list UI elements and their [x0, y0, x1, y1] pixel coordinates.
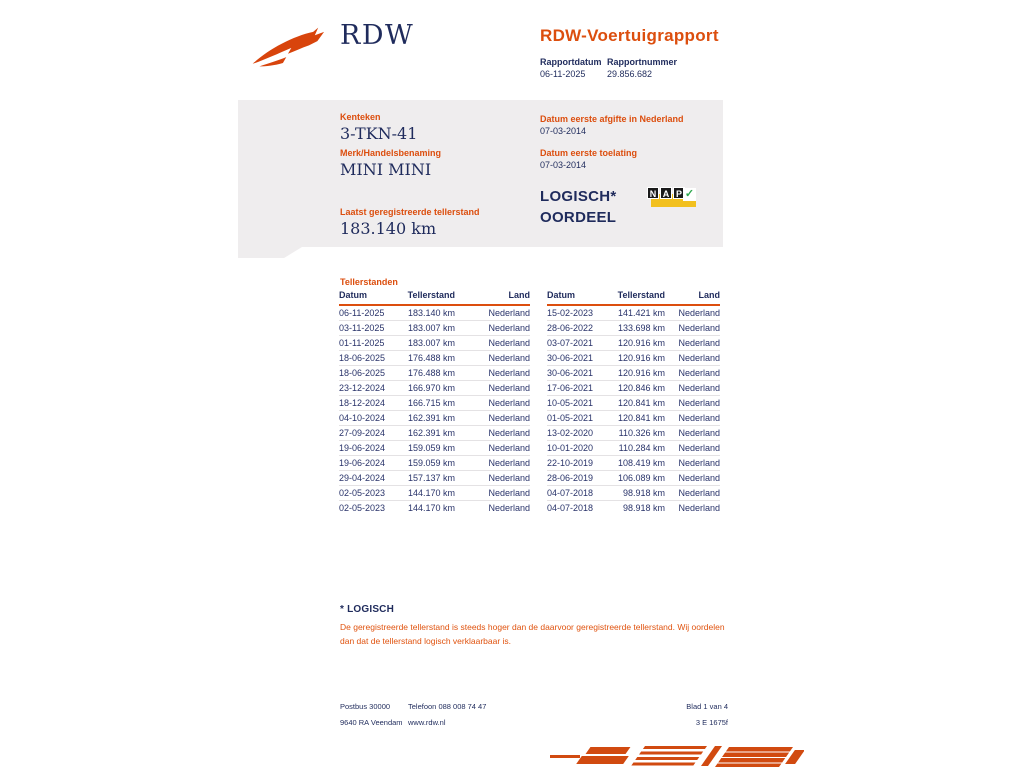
table-cell: Nederland [665, 336, 720, 351]
table-row [339, 426, 530, 441]
table-cell: 110.284 km [611, 441, 665, 456]
table-header-row [339, 289, 530, 305]
footer-phone: Telefoon 088 008 74 47 [408, 702, 487, 711]
table-cell: 98.918 km [611, 501, 665, 516]
table-row [339, 366, 530, 381]
kenteken-label: Kenteken [340, 112, 381, 122]
table-cell: Nederland [665, 441, 720, 456]
oordeel-line1: LOGISCH* [540, 188, 617, 205]
table-row [547, 321, 720, 336]
table-row [547, 366, 720, 381]
table-cell: 13-02-2020 [547, 426, 611, 441]
table-cell: 04-07-2018 [547, 501, 611, 516]
table-cell: 120.916 km [611, 366, 665, 381]
table-row [547, 471, 720, 486]
table-cell: Nederland [455, 351, 530, 366]
check-icon: ✓ [684, 188, 695, 200]
table-cell: 162.391 km [403, 426, 455, 441]
deco-block [715, 747, 793, 767]
table-cell: Nederland [665, 366, 720, 381]
deco-dash [550, 755, 580, 758]
tellerstanden-section-title: Tellerstanden [340, 277, 398, 287]
nap-letter-n: N [647, 187, 659, 199]
table-cell: 144.170 km [403, 501, 455, 516]
table-cell: 183.140 km [407, 307, 455, 318]
column-header-datum: Datum [547, 289, 611, 305]
table-cell: Nederland [455, 411, 530, 426]
odometer-table-right [547, 289, 720, 515]
nap-letter-p: P [673, 187, 685, 199]
table-cell: 133.698 km [611, 321, 665, 336]
report-date-value: 06-11-2025 [540, 69, 586, 79]
table-cell: Nederland [455, 396, 530, 411]
report-number-label: Rapportnummer [607, 57, 678, 67]
table-cell: Nederland [455, 321, 530, 336]
table-row [339, 456, 530, 471]
table-row [547, 396, 720, 411]
deco-stripes [631, 746, 707, 766]
table-row [339, 396, 530, 411]
table-cell: 06-11-2025 [339, 307, 385, 318]
table-cell: 28-06-2022 [547, 321, 611, 336]
table-cell: 18-06-2025 [339, 366, 403, 381]
table-row [547, 305, 720, 321]
table-cell: 15-02-2023 [547, 307, 594, 318]
table-row [547, 501, 720, 516]
logisch-footnote-text: De geregistreerde tellerstand is steeds hoger dan de daarvoor geregistreerde tellerstand. Wij oordelen dan dat de tellerstand logisch verklaarbaar is. [340, 622, 725, 646]
table-cell: 23-12-2024 [339, 381, 403, 396]
table-cell: 17-06-2021 [547, 381, 611, 396]
rdw-wordmark: RDW [340, 20, 415, 51]
table-header-row [547, 289, 720, 305]
table-cell: 30-06-2021 [547, 351, 611, 366]
oordeel-verdict [540, 186, 617, 228]
table-cell: 120.841 km [611, 411, 665, 426]
table-cell: Nederland [455, 501, 530, 516]
merk-value: MINI MINI [340, 160, 432, 179]
logisch-footnote-title: * LOGISCH [340, 604, 395, 615]
table-row [547, 456, 720, 471]
table-cell: 176.488 km [403, 366, 455, 381]
vehicle-summary-panel-tab [238, 247, 302, 258]
deco-bar-2 [576, 756, 629, 764]
table-cell: Nederland [678, 307, 720, 318]
table-cell: 03-07-2021 [547, 336, 611, 351]
table-cell: 157.137 km [403, 471, 455, 486]
table-cell: 162.391 km [403, 411, 455, 426]
oordeel-line2: OORDEEL [540, 209, 617, 226]
table-cell: 159.059 km [403, 441, 455, 456]
table-cell: 19-06-2024 [339, 441, 403, 456]
table-cell: Nederland [455, 336, 530, 351]
table-cell: Nederland [455, 441, 530, 456]
table-cell: Nederland [455, 366, 530, 381]
table-row [339, 501, 530, 516]
table-cell: 166.970 km [403, 381, 455, 396]
table-cell: 120.841 km [611, 396, 665, 411]
table-cell: 18-06-2025 [339, 351, 403, 366]
merk-label: Merk/Handelsbenaming [340, 148, 442, 158]
table-cell: 110.326 km [611, 426, 665, 441]
footer-page-number: Blad 1 van 4 [686, 702, 728, 711]
table-row [547, 426, 720, 441]
column-header-tellerstand: Tellerstand [403, 289, 455, 305]
table-cell: Nederland [665, 501, 720, 516]
eerste-toelating-value: 07-03-2014 [540, 160, 587, 170]
column-header-land: Land [455, 289, 530, 305]
table-cell: Nederland [665, 411, 720, 426]
table-cell: Nederland [455, 486, 530, 501]
table-row [339, 381, 530, 396]
table-cell: Nederland [665, 381, 720, 396]
column-header-land: Land [665, 289, 720, 305]
footer-form-code: 3 E 1675f [695, 718, 728, 727]
table-row [339, 486, 530, 501]
deco-bar-1 [586, 747, 631, 754]
document-title: RDW-Voertuigrapport [540, 26, 719, 45]
table-cell: 108.419 km [611, 456, 665, 471]
table-row [339, 411, 530, 426]
kenteken-value: 3-TKN-41 [340, 124, 418, 143]
footer-address [340, 699, 403, 731]
table-cell: 01-05-2021 [547, 411, 611, 426]
report-date-label: Rapportdatum [540, 57, 602, 67]
table-cell: 141.421 km [617, 307, 665, 318]
table-cell: Nederland [665, 396, 720, 411]
table-cell: Nederland [665, 456, 720, 471]
table-cell: 98.918 km [611, 486, 665, 501]
table-cell: 02-05-2023 [339, 501, 403, 516]
table-row [547, 486, 720, 501]
table-cell: Nederland [455, 381, 530, 396]
nap-logo [647, 186, 699, 212]
speed-stripes-graphic [548, 744, 804, 768]
table-cell: 30-06-2021 [547, 366, 611, 381]
table-cell: 22-10-2019 [547, 456, 611, 471]
nap-letter-a: A [660, 187, 672, 199]
table-cell: 28-06-2019 [547, 471, 611, 486]
rdw-feather-icon [250, 26, 336, 68]
table-cell: Nederland [665, 426, 720, 441]
footer-address-line2: 9640 RA Veendam [340, 718, 403, 727]
odometer-table-left [339, 289, 530, 515]
table-cell: 01-11-2025 [339, 336, 403, 351]
table-row [339, 441, 530, 456]
eerste-afgifte-label: Datum eerste afgifte in Nederland [540, 114, 684, 124]
table-row [547, 441, 720, 456]
table-row [339, 321, 530, 336]
eerste-toelating-label: Datum eerste toelating [540, 148, 638, 158]
table-cell: Nederland [488, 307, 530, 318]
footer-contact [408, 699, 486, 731]
table-row [339, 471, 530, 486]
table-cell: Nederland [455, 426, 530, 441]
column-header-datum: Datum [339, 289, 403, 305]
footer-page-info [628, 699, 728, 731]
table-cell: 120.846 km [611, 381, 665, 396]
table-cell: Nederland [665, 471, 720, 486]
table-cell: 27-09-2024 [339, 426, 403, 441]
table-cell: 10-05-2021 [547, 396, 611, 411]
footer-address-line1: Postbus 30000 [340, 702, 391, 711]
table-cell: 183.007 km [403, 321, 455, 336]
table-row [547, 351, 720, 366]
table-row [547, 381, 720, 396]
table-cell: 106.089 km [611, 471, 665, 486]
table-row [547, 411, 720, 426]
table-cell: 166.715 km [403, 396, 455, 411]
column-header-tellerstand: Tellerstand [611, 289, 665, 305]
table-row [339, 305, 530, 321]
table-row [339, 351, 530, 366]
table-cell: Nederland [455, 456, 530, 471]
table-cell: Nederland [665, 351, 720, 366]
table-cell: 02-05-2023 [339, 486, 403, 501]
table-cell: 04-07-2018 [547, 486, 611, 501]
table-cell: 159.059 km [403, 456, 455, 471]
table-cell: Nederland [455, 471, 530, 486]
table-cell: 10-01-2020 [547, 441, 611, 456]
table-row [339, 336, 530, 351]
table-cell: 04-10-2024 [339, 411, 403, 426]
table-cell: 176.488 km [403, 351, 455, 366]
tellerstand-value: 183.140 km [340, 219, 437, 238]
table-cell: 03-11-2025 [339, 321, 403, 336]
footer-website: www.rdw.nl [408, 718, 446, 727]
report-number-value: 29.856.682 [607, 69, 653, 79]
table-cell: 29-04-2024 [339, 471, 403, 486]
tellerstand-label: Laatst geregistreerde tellerstand [340, 207, 480, 217]
table-cell: 183.007 km [403, 336, 455, 351]
table-cell: Nederland [665, 321, 720, 336]
table-cell: 18-12-2024 [339, 396, 403, 411]
table-cell: 120.916 km [611, 336, 665, 351]
eerste-afgifte-value: 07-03-2014 [540, 126, 587, 136]
table-row [547, 336, 720, 351]
table-cell: 19-06-2024 [339, 456, 403, 471]
table-cell: 120.916 km [611, 351, 665, 366]
table-cell: Nederland [665, 486, 720, 501]
table-cell: 144.170 km [403, 486, 455, 501]
